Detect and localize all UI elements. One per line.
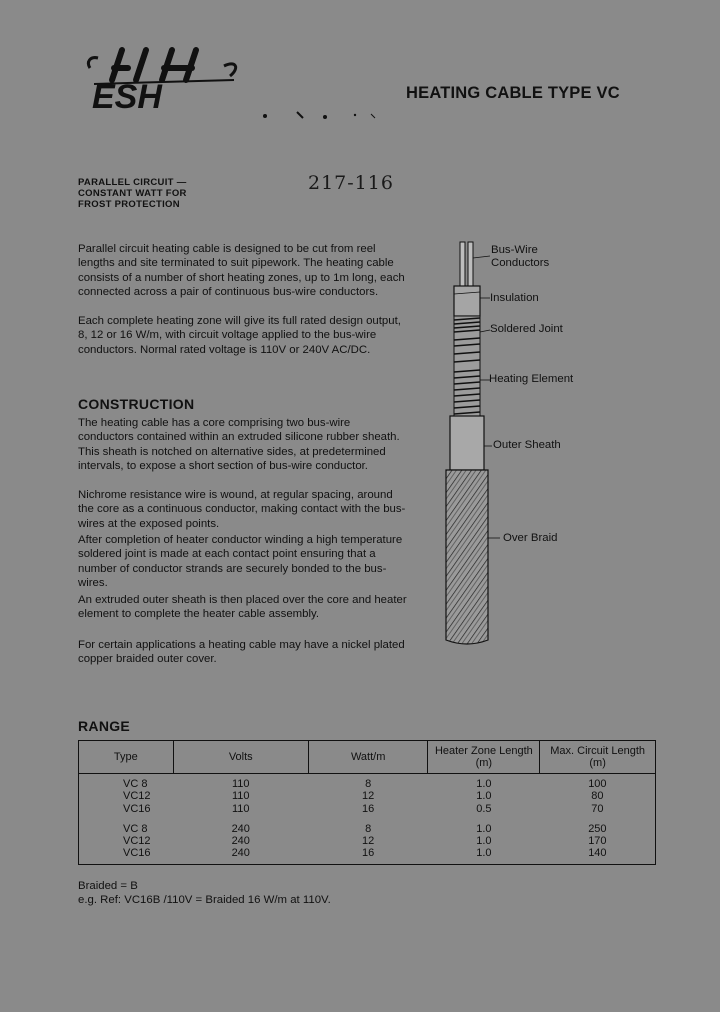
- table-row: [79, 847, 656, 864]
- heating-element-winding: [454, 316, 480, 416]
- logo-text: ESH: [92, 78, 162, 112]
- cell-watt: 16: [362, 847, 375, 860]
- cell-watt: 16: [362, 802, 375, 815]
- col-max-circuit-length: Max. Circuit Length (m): [540, 741, 656, 774]
- cell-type: VC12: [123, 790, 151, 803]
- construction-paragraph-2: Nichrome resistance wire is wound, at regular spacing, around the core as a continuous conductor, making contact with the bus-wires at the exposed points.: [78, 489, 406, 530]
- cell-max: 70: [591, 802, 604, 815]
- subhead-line-2: CONSTANT WATT FOR: [78, 188, 187, 199]
- example-note: e.g. Ref: VC16B /110V = Braided 16 W/m at 110V.: [78, 894, 331, 906]
- cell-zone: 1.0: [476, 778, 492, 790]
- label-soldered-joint: Soldered Joint: [490, 323, 563, 335]
- construction-paragraph-4: An extruded outer sheath is then placed over the core and heater element to complete the heater cable assembly.: [78, 594, 407, 621]
- construction-paragraph-5: For certain applications a heating cable may have a nickel plated copper braided outer cover.: [78, 639, 405, 666]
- cell-zone: 1.0: [476, 835, 492, 848]
- cell-type: VC16: [123, 802, 151, 815]
- label-insulation: Insulation: [490, 292, 539, 304]
- range-heading: RANGE: [78, 718, 131, 734]
- handwritten-reference: 217-116: [308, 172, 394, 194]
- cell-watt: 12: [362, 790, 375, 803]
- label-over-braid: Over Braid: [503, 532, 558, 544]
- table-row: [79, 790, 656, 802]
- cell-volts: 240: [231, 835, 250, 848]
- cell-type: VC12: [123, 835, 151, 848]
- range-table-header: [79, 741, 656, 774]
- cell-volts: 110: [231, 778, 250, 790]
- over-braid: [446, 470, 488, 644]
- subhead-line-3: FROST PROTECTION: [78, 199, 180, 210]
- cell-zone: 1.0: [476, 822, 492, 835]
- label-conductors: Conductors: [491, 257, 550, 269]
- col-volts: Volts: [173, 741, 308, 774]
- braided-note: Braided = B: [78, 880, 138, 892]
- cell-max: 250: [588, 822, 607, 835]
- construction-heading: CONSTRUCTION: [78, 396, 195, 412]
- cell-watt: 8: [365, 778, 372, 790]
- esh-logo: [84, 44, 244, 112]
- construction-paragraph-3: After completion of heater conductor winding a high temperature soldered joint is made at each contact point ensuring that a number of conductor strands are securely bonded to the bus-wires.: [78, 534, 403, 589]
- bus-wires: [460, 242, 473, 288]
- cell-max: 170: [588, 835, 607, 848]
- cell-type: VC 8: [123, 822, 148, 835]
- subhead-line-1: PARALLEL CIRCUIT —: [78, 177, 187, 188]
- table-row: [79, 774, 656, 791]
- cell-zone: 1.0: [476, 847, 492, 860]
- table-row: [79, 803, 656, 815]
- cell-volts: 240: [231, 822, 250, 835]
- scan-specks: [255, 108, 385, 124]
- cell-watt: 8: [365, 822, 372, 835]
- col-heater-zone-length: Heater Zone Length (m): [428, 741, 540, 774]
- cell-watt: 12: [362, 835, 375, 848]
- outer-sheath: [450, 416, 484, 470]
- page-title: HEATING CABLE TYPE VC: [406, 84, 620, 102]
- cell-volts: 240: [231, 847, 250, 860]
- label-outer-sheath: Outer Sheath: [493, 439, 561, 451]
- cell-volts: 110: [231, 790, 250, 803]
- col-type: Type: [79, 741, 174, 774]
- construction-paragraph-1: The heating cable has a core comprising two bus-wire conductors contained within an extruded silicone rubber sheath. This sheath is notched on alternative sides, at predetermined intervals, to expose a short section of bus-wire conductor.: [78, 417, 400, 472]
- cell-type: VC 8: [123, 778, 148, 790]
- cell-type: VC16: [123, 847, 151, 860]
- insulation-core: [454, 286, 480, 316]
- range-table: [78, 740, 656, 865]
- cell-max: 140: [588, 847, 607, 860]
- cell-volts: 110: [231, 802, 250, 815]
- table-spacer: [79, 815, 656, 823]
- label-heating-element: Heating Element: [489, 373, 574, 385]
- cell-zone: 0.5: [476, 802, 492, 815]
- subheading: [78, 177, 187, 210]
- cell-zone: 1.0: [476, 790, 492, 803]
- label-bus-wire: Bus-Wire: [491, 244, 538, 256]
- table-row: [79, 823, 656, 835]
- table-row: [79, 835, 656, 847]
- cell-max: 100: [588, 778, 607, 790]
- cell-max: 80: [591, 790, 604, 803]
- intro-paragraph-1: Parallel circuit heating cable is designed to be cut from reel lengths and site terminated to suit pipework. The heating cable consists of a number of short heating zones, up to 1m long, each connected across a pair of continuous bus-wire conductors.: [78, 243, 405, 298]
- col-watt-per-m: Watt/m: [308, 741, 428, 774]
- intro-paragraph-2: Each complete heating zone will give its full rated design output, 8, 12 or 16 W/m, with circuit voltage applied to the bus-wire conductors. Normal rated voltage is 110V or 240V AC/DC.: [78, 315, 401, 356]
